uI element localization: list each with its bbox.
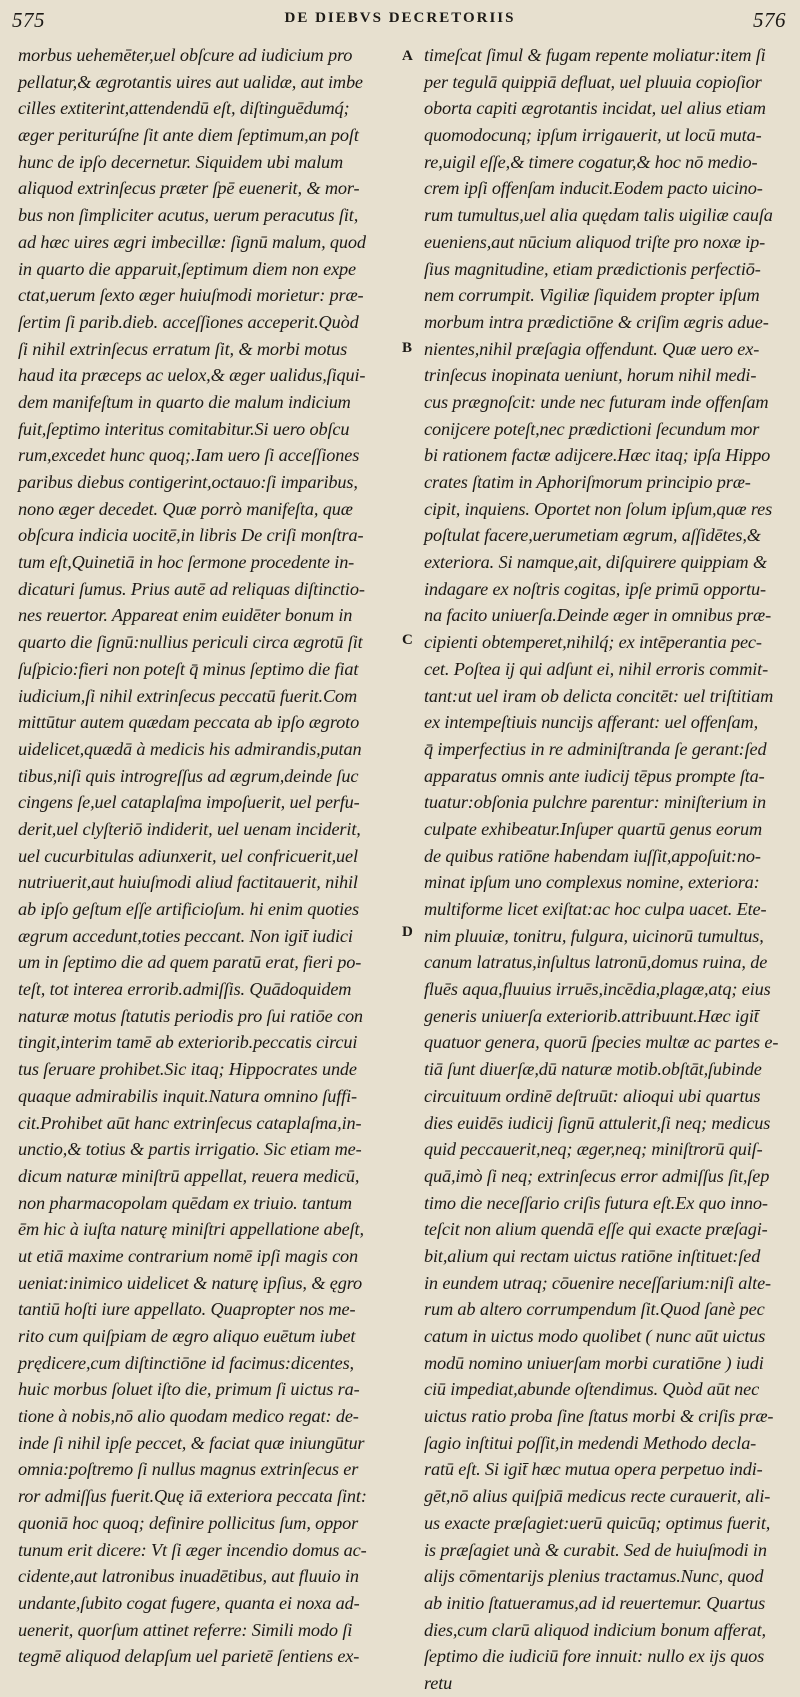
text-line: aliquod extrinſecus præter ſpē euenerit, & mor- [18, 178, 360, 199]
text-line: ſius magnitudine, etiam prædictionis perfectiō- [424, 258, 761, 279]
text-line: de quibus ratiōne habendam iuſſit,appoſuit:no- [424, 845, 761, 866]
text-line: rum,excedet hunc quoq;.Iam uero ſi acceſſiones [18, 445, 360, 466]
text-line: ſi nihil extrinſecus erratum ſit, & morbi motus [18, 338, 348, 359]
text-line: multiforme licet exiſtat:ac hoc culpa uacet. Ete- [424, 899, 767, 919]
text-line: quomodocunq; ipſum irrigauerit, ut locū muta- [424, 125, 762, 146]
text-line: cet. Poſtea ij qui adſunt ei, nihil erroris commit- [424, 658, 769, 679]
text-line: morbus uehemēter,uel obſcure ad iudicium pro [18, 45, 353, 65]
text-line: generis uniuerſa exteriorib.attribuunt.Hæc igit̄ [424, 1005, 759, 1026]
text-line: hunc de ipſo decernetur. Siquidem ubi malum [18, 151, 344, 172]
text-line: ſagio inſtitui poſſit,in medendi Methodo decla- [424, 1432, 757, 1453]
text-line: cingens ſe,uel cataplaſma impoſuerit, uel perfu- [18, 792, 360, 813]
text-line: apparatus omnis ante iudicij tēpus prompte ſta- [424, 765, 765, 786]
text-line: naturæ motus ſtatutis periodis pro ſui ratiōe con [18, 1005, 363, 1026]
left-text-column [18, 42, 392, 1667]
text-line: fluēs aqua,fluuius irruēs,incēdia,plagæ,atq; eius [424, 979, 771, 1000]
text-line: haud ita præceps ac uelox,& æger ualidus,ſiqui- [18, 365, 366, 386]
page-number-right: 576 [753, 8, 786, 32]
text-line: us exacte præſagiet:uerū quicūq; optimus fuerit, [424, 1512, 771, 1533]
text-line: uenerit, quorſum attinet referre: Simili modo ſi [18, 1619, 353, 1640]
text-line: um in ſeptimo die ad quem paratū erat, fieri po- [18, 952, 362, 973]
text-line: rum tumultus,uel alia quędam talis uigiliæ cauſa [424, 205, 773, 226]
margin-letter-d: D [402, 924, 413, 940]
text-line: oborta capiti ægrotantis incidat, uel alius etiam [424, 98, 766, 119]
text-line: cilles extiterint,attendendū eſt, diſtinguēdumq́; [18, 98, 350, 119]
text-line: alijs cōmentarijs plenius tractamus.Nunc, quod [424, 1566, 764, 1587]
text-line: ciū impediat,abunde oſtendimus. Quòd aūt nec [424, 1379, 760, 1400]
text-line: quid peccauerit,neq; æger,neq; miniſtrorū quiſ- [424, 1139, 763, 1160]
text-line: morbum intra prædictiōne & criſim ægris adue- [424, 311, 769, 332]
text-line: modū nomino uniuerſam morbi curatiōne ) iudi [424, 1352, 764, 1373]
margin-letter-c: C [402, 632, 413, 648]
text-line: æger periturúſne ſit ante diem ſeptimum,an poſt [18, 125, 359, 146]
text-line: mittūtur autem quædam peccata ab ipſo ægroto [18, 712, 360, 733]
text-line: uidelicet,quædā à medicis his admirandis,putan [18, 738, 362, 759]
text-line: nim pluuiæ, tonitru, fulgura, uicinorū tumultus, [424, 925, 764, 946]
text-line: trinſecus inopinata ueniunt, horum nihil medi- [424, 365, 757, 386]
text-line: bi rationem factæ adijcere.Hæc itaq; ipſa Hippo [424, 445, 771, 466]
text-line: obſcura indicia uocitē,in libris De criſi monſtra- [18, 525, 364, 546]
text-line: omnia:poſtremo ſi nullus magnus extrinſecus er [18, 1459, 359, 1480]
text-line: minat ipſum uno complexus nomine, exteriora: [424, 872, 760, 893]
text-line: ratū eſt. Si igit̄ hæc mutua opera perpetuo indi- [424, 1459, 763, 1480]
text-line: paribus diebus contigerint,octauo:ſi imparibus, [18, 472, 358, 492]
text-line: culpate exhibeatur.Inſuper quartū genus eorum [424, 818, 762, 839]
text-line: quoniā hoc quoq; definire pollicitus ſum, oppor [18, 1512, 359, 1533]
text-line: tant:ut uel iram ob delicta concitēt: uel triſtitiam [424, 685, 774, 706]
text-line: undante,ſubito cogat fugere, quanta ei noxa ad- [18, 1592, 360, 1613]
text-line: exteriora. Si namque,ait, diſquirere quippiam & [424, 552, 767, 573]
text-line: cit.Prohibet aūt hanc extrinſecus cataplaſma,in- [18, 1112, 362, 1133]
text-line: crates ſtatim in Aphoriſmorum principio præ- [424, 472, 751, 492]
text-line: rum ab altero corrumpendum ſit.Quod ſanè pec [424, 1299, 765, 1320]
text-line: non pharmacopolam quēdam ex triuio. tantum [18, 1192, 352, 1213]
text-line: tingit,interim tamē ab exteriorib.peccatis circui [18, 1032, 358, 1053]
text-line: tione à nobis,nō alio quodam medico regat: de- [18, 1406, 359, 1427]
text-line: tibus,niſi quis introgreſſus ad ægrum,deinde ſuc [18, 765, 359, 786]
right-text-column [424, 42, 796, 1693]
text-line: tus ſeruare prohibet.Sic itaq; Hippocrates unde [18, 1059, 357, 1080]
text-line: iudicium,ſi nihil extrinſecus peccatū fuerit.Com [18, 685, 358, 706]
text-line: timeſcat ſimul & fugam repente moliatur:item ſi [424, 45, 766, 65]
text-line: na facito uniuerſa.Deinde æger in omnibus præ- [424, 605, 772, 626]
text-line: conijcere poteſt,nec prædictioni ſecundum mor [424, 418, 760, 439]
text-line: ſuſpicio:fieri non poteſt q̄ minus ſeptimo die fiat [18, 658, 359, 679]
text-line: ad hæc uires ægri imbecillæ: ſignū malum, quod [18, 231, 366, 252]
text-line: ſertim ſi parib.dieb. acceſſiones acceperit.Quòd [18, 311, 359, 332]
text-line: dicaturi ſumus. Prius autē ad reliquas diſtinctio- [18, 578, 365, 599]
text-line: cus prægnoſcit: unde nec futuram inde offenſam [424, 391, 769, 412]
page-number-left: 575 [12, 8, 45, 32]
text-line: retu [424, 1672, 453, 1693]
text-line: uel cucurbitulas adiunxerit, uel confricuerit,uel [18, 845, 358, 866]
text-line: dies,cum clarū aliquod indicium bonum afferat, [424, 1619, 766, 1640]
text-line: nes reuertor. Appareat enim euidēter bonum in [18, 605, 353, 626]
text-line: ror admiſſus fuerit.Quę iā exteriora peccata ſint: [18, 1486, 367, 1507]
text-line: tantiū hoſti iure appellato. Quapropter nos me- [18, 1299, 356, 1320]
text-line: timo die neceſſario criſis futura eſt.Ex quo inno- [424, 1192, 768, 1213]
text-line: canum latratus,inſultus latronū,domus ruina, de [424, 952, 768, 973]
text-line: eueniens,aut nūcium aliquod triſte pro noxæ ip- [424, 231, 766, 252]
text-line: re,uigil eſſe,& timere cogatur,& hoc nō medio- [424, 151, 758, 172]
text-line: quarto die ſignū:nullius periculi circa ægrotū ſit [18, 632, 363, 653]
text-line: quatuor genera, quorū ſpecies multæ ac partes e- [424, 1032, 779, 1053]
text-line: cipienti obtemperet,nihilq́; ex intēperantia pec- [424, 632, 762, 653]
text-line: tegmē aliquod delapſum uel parietē ſentiens ex- [18, 1646, 360, 1667]
text-line: tunum erit dicere: Vt ſi æger incendio domus ac- [18, 1539, 367, 1560]
text-line: is præſagiet unà & curabit. Sed de huiuſmodi in [424, 1539, 767, 1560]
text-line: quaque admirabilis inquit.Natura omnino ſuffi- [18, 1085, 357, 1106]
text-line: nientes,nihil præſagia offendunt. Quæ uero ex- [424, 338, 760, 359]
margin-letter-b: B [402, 340, 413, 356]
text-line: ex intempeſtiuis nuncijs afferant: uel offenſam, [424, 712, 758, 733]
text-line: crem ipſi offenſam inducit.Eodem pacto uicino- [424, 178, 763, 199]
text-line: ut etiā maxime contrarium nomē ipſi magis con [18, 1245, 359, 1266]
margin-letter-a: A [402, 48, 413, 64]
text-line: pellatur,& ægrotantis uires aut ualidæ, aut imbe [18, 71, 363, 92]
text-line: tum eſt,Quinetiā in hoc ſermone procedente in- [18, 552, 355, 573]
text-line: ſeptimo die iudiciū fore innuit: nullo ex ijs quos [424, 1646, 765, 1667]
text-line: ægrum accedunt,toties peccant. Non igit̄ iudici [18, 925, 353, 946]
text-line: nem corrumpit. Vigiliæ ſiquidem propter ipſum [424, 285, 760, 306]
text-line: fuit,ſeptimo interitus comitabitur.Si uero obſcu [18, 418, 350, 439]
text-line: q̄ imperfectius in re adminiſtranda ſe gerant:ſed [424, 738, 767, 759]
text-line: cipit, inquiens. Oportet non ſolum ipſum,quæ res [424, 498, 773, 519]
text-line: indagare ex noſtris cogitas, ipſe primū opportu- [424, 578, 766, 599]
text-line: nutriuerit,aut huiuſmodi aliud factitauerit, nihil [18, 872, 358, 893]
text-line: ueniat:inimico uidelicet & naturę ipſius, & ęgro [18, 1272, 362, 1293]
text-line: dies euidēs iudicij ſignū attulerit,ſi neq; medicus [424, 1112, 771, 1133]
text-line: uictus ratio proba ſine ſtatus morbi & criſis præ- [424, 1406, 774, 1427]
running-head: DE DIEBVS DECRETORIIS [284, 10, 516, 26]
text-line: circuituum ordinē deſtruūt: alioqui ubi quartus [424, 1085, 761, 1106]
margin-gutter [398, 42, 420, 1268]
text-line: gēt,nō alius quiſpiā medicus recte curauerit, ali- [424, 1486, 771, 1507]
text-line: cidente,aut latronibus inuadētibus, aut fluuio in [18, 1566, 359, 1587]
text-line: poſtulat facere,uerumetiam ægrum, aſſidētes,& [424, 525, 761, 546]
text-line: ctat,uerum ſexto æger huiuſmodi morietur: præ- [18, 285, 364, 306]
text-line: per tegulā quippiā defluat, uel pluuia copioſior [424, 71, 762, 92]
text-line: tiā ſunt diuerſæ,dū naturæ motib.obſtāt,ſubinde [424, 1059, 762, 1080]
page-header [0, 0, 800, 42]
text-line: dem manifeſtum in quarto die malum indicium [18, 391, 351, 412]
text-line: catum in uictus modo quolibet ( nunc aūt uictus [424, 1326, 766, 1346]
text-line: ab ipſo geſtum eſſe artificioſum. hi enim quoties [18, 899, 359, 919]
text-line: ab initio ſtatueramus,ad id reuertemur. Quartus [424, 1592, 766, 1613]
text-line: quā,imò ſi neq; extrinſecus error admiſſus ſit,ſep [424, 1165, 770, 1186]
text-line: unctio,& totius & partis irrigatio. Sic etiam me- [18, 1139, 362, 1160]
text-line: bit,alium qui rectam uictus ratiōne inſtituet:ſed [424, 1245, 761, 1266]
text-line: in quarto die apparuit,ſeptimum diem non expe [18, 258, 357, 279]
text-line: bus non ſimpliciter acutus, uerum peracutus ſit, [18, 205, 359, 226]
text-line: nono æger decedet. Quæ porrò manifeſta, quæ [18, 498, 353, 519]
text-line: huic morbus ſoluet iſto die, primum ſi uictus ra- [18, 1379, 360, 1400]
text-line: prędicere,cum diſtinctiōne id facimus:dicentes, [18, 1352, 354, 1373]
text-line: in eundem utraq; cōuenire neceſſarium:niſi alte- [424, 1272, 771, 1293]
text-line: teſt, tot interea errorib.admiſſis. Quādoquidem [18, 979, 352, 1000]
text-line: dicum naturæ miniſtrū appellat, reuera medicū, [18, 1165, 360, 1186]
text-line: ēm hic à iuſta naturę miniſtri appellatione abeſt, [18, 1219, 364, 1240]
text-line: derit,uel clyſteriō indiderit, uel uenam inciderit, [18, 818, 361, 839]
text-line: rito cum quiſpiam de ægro aliquo euētum iubet [18, 1326, 356, 1346]
text-line: inde ſi nihil ipſe peccet, & faciat quæ iniungūtur [18, 1432, 365, 1453]
text-line: teſcit non alium quendā eſſe qui exacte præſagi- [424, 1219, 768, 1240]
text-line: tuatur:obſonia pulchre parentur: miniſterium in [424, 792, 766, 813]
